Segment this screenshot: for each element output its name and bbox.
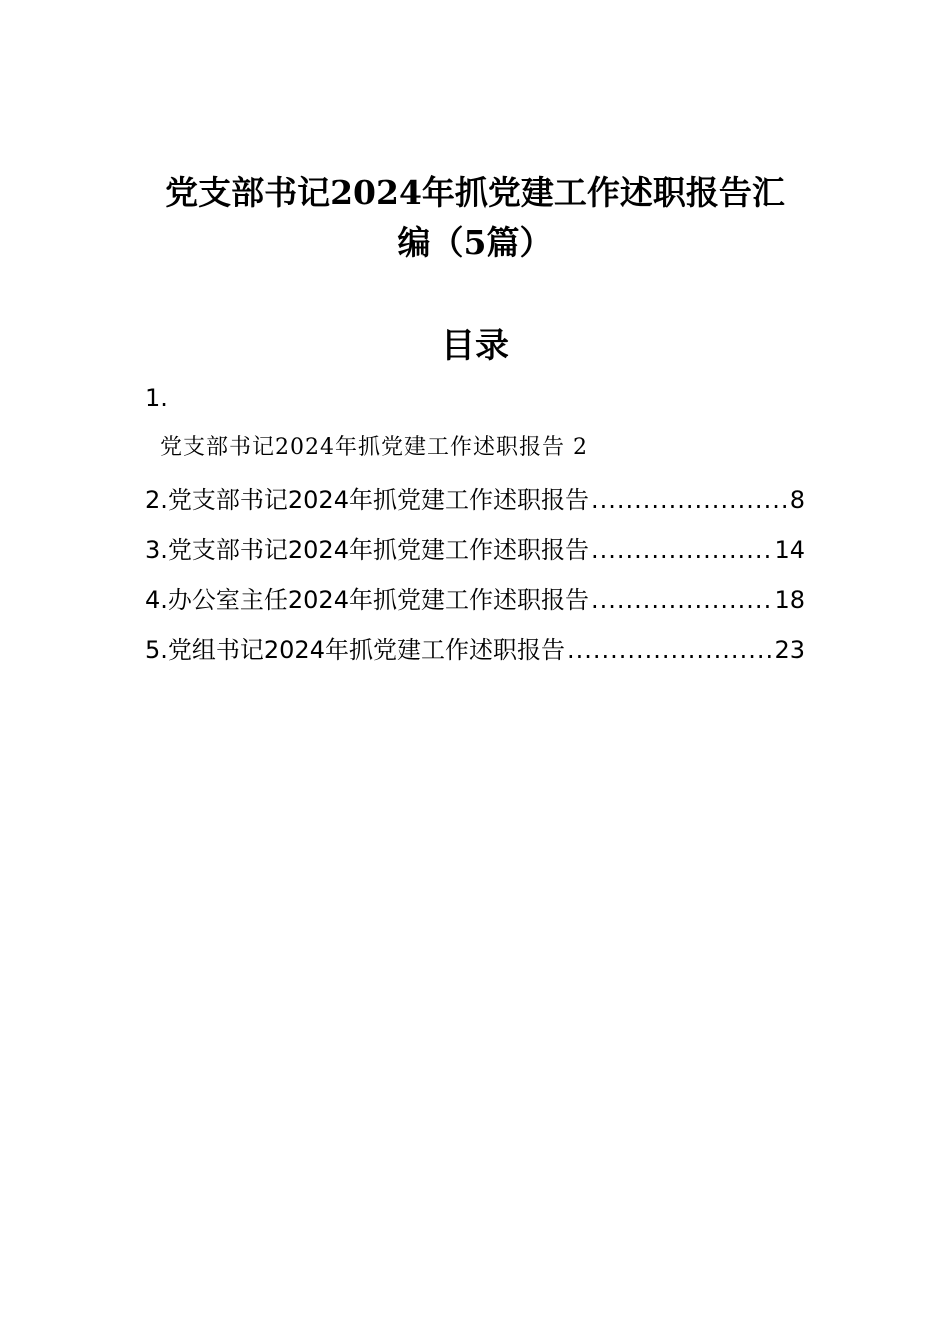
toc-page-number: 18 (774, 586, 805, 614)
toc-dot-leader (567, 628, 772, 672)
toc-entry-title: 5.党组书记2024年抓党建工作述职报告 (145, 636, 565, 664)
toc-dot-leader (591, 528, 772, 572)
document-title-line-2: 编（5篇） (397, 223, 553, 262)
toc-entry-1-number: 1. (145, 384, 168, 412)
toc-page-number: 14 (774, 536, 805, 564)
document-title (130, 168, 820, 268)
toc-entry-title: 2.党支部书记2024年抓党建工作述职报告 (145, 486, 589, 514)
toc-entry[interactable] (145, 478, 805, 528)
document-title-line-1: 党支部书记2024年抓党建工作述职报告汇 (165, 173, 785, 212)
toc-dot-leader (591, 578, 772, 622)
toc-entry-title: 3.党支部书记2024年抓党建工作述职报告 (145, 536, 589, 564)
toc-heading: 目录 (441, 326, 509, 366)
toc-entry[interactable] (145, 528, 805, 578)
toc-entry-1-text[interactable]: 党支部书记2024年抓党建工作述职报告 2 (160, 435, 588, 460)
toc-list (145, 478, 805, 678)
toc-entry-title: 4.办公室主任2024年抓党建工作述职报告 (145, 586, 589, 614)
toc-page-number: 23 (774, 636, 805, 664)
toc-entry[interactable] (145, 578, 805, 628)
toc-page-number: 8 (789, 486, 805, 514)
toc-dot-leader (591, 478, 788, 522)
toc-entry[interactable] (145, 628, 805, 678)
